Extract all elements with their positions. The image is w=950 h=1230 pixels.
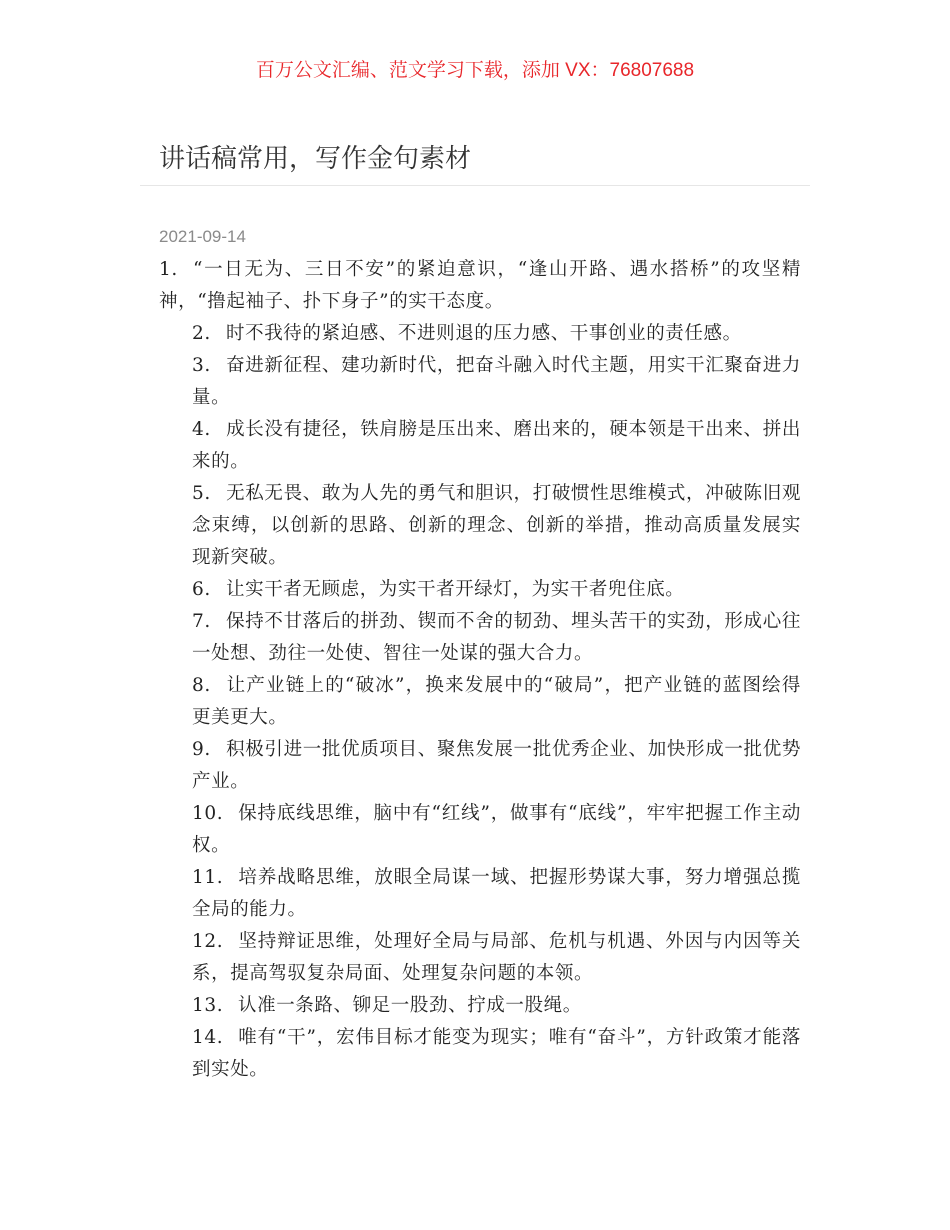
list-item (192, 574, 801, 606)
list-item (192, 478, 801, 574)
item-text: 培养战略思维，放眼全局谋一域、把握形势谋大事，努力增强总揽全局的能力。 (192, 867, 801, 920)
item-text: 坚持辩证思维，处理好全局与局部、危机与机遇、外因与内因等关系，提高驾驭复杂局面、处理复杂问题的本领。 (192, 931, 801, 984)
item-text: “一日无为、三日不安”的紧迫意识，“逢山开路、遇水搭桥”的攻坚精神，“撸起袖子、扑下身子”的实干态度。 (159, 259, 801, 312)
item-text: 让产业链上的“破冰”，换来发展中的“破局”，把产业链的蓝图绘得更美更大。 (192, 675, 801, 728)
item-number: 4. (192, 419, 211, 440)
item-number: 8. (192, 675, 211, 696)
item-number: 11. (192, 867, 224, 888)
list-item (192, 862, 801, 926)
item-number: 13. (192, 995, 224, 1016)
list-item (159, 254, 801, 318)
item-text: 唯有“干”，宏伟目标才能变为现实；唯有“奋斗”，方针政策才能落到实处。 (192, 1027, 801, 1080)
list-item (192, 670, 801, 734)
item-text: 积极引进一批优质项目、聚焦发展一批优秀企业、加快形成一批优势产业。 (192, 739, 801, 792)
item-text: 成长没有捷径，铁肩膀是压出来、磨出来的，硬本领是干出来、拼出来的。 (192, 419, 801, 472)
item-number: 10. (192, 803, 224, 824)
page-title: 讲话稿常用，写作金句素材 (159, 144, 472, 174)
item-number: 6. (192, 579, 211, 600)
item-text: 奋进新征程、建功新时代，把奋斗融入时代主题，用实干汇聚奋进力量。 (192, 355, 801, 408)
list-item (192, 798, 801, 862)
promo-banner: 百万公文汇编、范文学习下载，添加 VX：76807688 (255, 60, 695, 81)
item-number: 7. (192, 611, 211, 632)
item-text: 保持不甘落后的拼劲、锲而不舍的韧劲、埋头苦干的实劲，形成心往一处想、劲往一处使、智往一处谋的强大合力。 (192, 611, 801, 664)
item-text: 认准一条路、铆足一股劲、拧成一股绳。 (238, 995, 582, 1016)
item-number: 12. (192, 931, 224, 952)
list-item (192, 350, 801, 414)
list-item (192, 1022, 801, 1086)
title-divider (140, 185, 810, 186)
item-number: 9. (192, 739, 211, 760)
item-number: 3. (192, 355, 211, 376)
item-number: 5. (192, 483, 211, 504)
item-text: 保持底线思维，脑中有“红线”，做事有“底线”，牢牢把握工作主动权。 (192, 803, 801, 856)
item-number: 2. (192, 323, 211, 344)
item-text: 无私无畏、敢为人先的勇气和胆识，打破惯性思维模式，冲破陈旧观念束缚，以创新的思路、创新的理念、创新的举措，推动高质量发展实现新突破。 (192, 483, 801, 568)
item-number: 14. (192, 1027, 224, 1048)
list-item (192, 926, 801, 990)
list-item (192, 318, 801, 350)
list-item (192, 990, 801, 1022)
item-number: 1. (159, 259, 178, 280)
quote-list (159, 254, 801, 1086)
list-item (192, 414, 801, 478)
item-text: 时不我待的紧迫感、不进则退的压力感、干事创业的责任感。 (226, 323, 742, 344)
list-item (192, 606, 801, 670)
list-item (192, 734, 801, 798)
publish-date: 2021-09-14 (159, 227, 246, 246)
item-text: 让实干者无顾虑，为实干者开绿灯，为实干者兜住底。 (226, 579, 685, 600)
